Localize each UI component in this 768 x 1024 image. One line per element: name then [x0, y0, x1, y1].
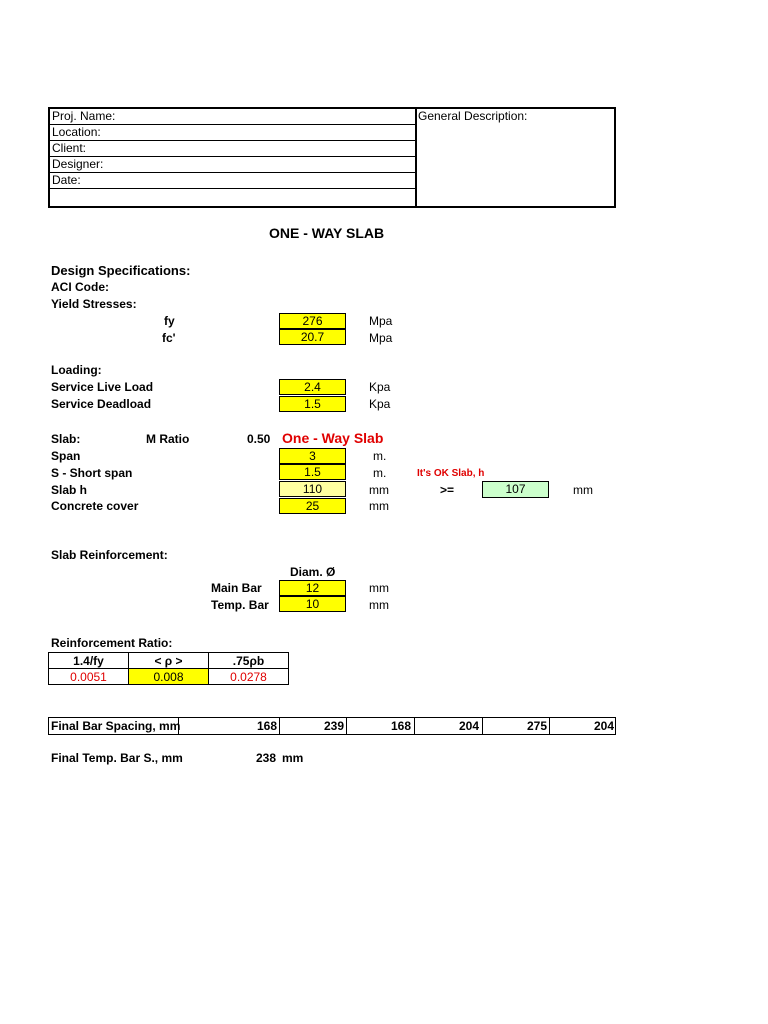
- bar-spacing-value: 239: [323, 719, 344, 733]
- fy-label: fy: [164, 314, 175, 328]
- slab-h-min-unit: mm: [573, 483, 593, 497]
- temp-bar-input[interactable]: 10: [279, 596, 346, 612]
- live-load-label: Service Live Load: [51, 380, 154, 394]
- design-specs-heading: Design Specifications:: [51, 263, 191, 278]
- cell-divider: [178, 718, 179, 734]
- short-span-label: S - Short span: [51, 466, 133, 480]
- span-input[interactable]: 3: [279, 448, 346, 464]
- blank-cell[interactable]: [50, 189, 415, 205]
- dead-load-label: Service Deadload: [51, 397, 152, 411]
- client-cell[interactable]: Client:: [50, 141, 415, 157]
- loading-heading: Loading:: [51, 363, 102, 377]
- final-temp-unit: mm: [282, 751, 304, 765]
- rho-max-value: 0.0278: [209, 669, 289, 685]
- slab-h-label: Slab h: [51, 483, 88, 497]
- general-description-cell[interactable]: General Description:: [418, 109, 528, 123]
- final-temp-label: Final Temp. Bar S., mm: [51, 751, 183, 765]
- concrete-cover-label: Concrete cover: [51, 499, 139, 513]
- ratio-header-cell: 1.4/fy: [49, 653, 129, 669]
- diameter-header: Diam. Ø: [290, 565, 336, 579]
- reinforcement-heading: Slab Reinforcement:: [51, 548, 168, 562]
- slab-label: Slab:: [51, 432, 81, 446]
- m-ratio-value: 0.50: [247, 432, 271, 446]
- yield-stresses-label: Yield Stresses:: [51, 297, 137, 311]
- project-info-box: [48, 107, 616, 208]
- location-cell[interactable]: Location:: [50, 125, 415, 141]
- concrete-cover-input[interactable]: 25: [279, 498, 346, 514]
- main-bar-label: Main Bar: [211, 581, 262, 595]
- slab-h-min-value: 107: [482, 481, 549, 498]
- dead-load-input[interactable]: 1.5: [279, 396, 346, 412]
- fc-label: fc': [162, 331, 176, 345]
- ratio-header-cell: .75ρb: [209, 653, 289, 669]
- final-bar-spacing-row: [48, 717, 616, 735]
- dead-load-unit: Kpa: [369, 397, 391, 411]
- span-label: Span: [51, 449, 81, 463]
- final-bar-spacing-label: Final Bar Spacing, mm: [51, 719, 181, 733]
- short-span-unit: m.: [373, 466, 387, 480]
- m-ratio-label: M Ratio: [146, 432, 190, 446]
- rho-min-value: 0.0051: [49, 669, 129, 685]
- ratio-value-row: [49, 669, 289, 685]
- final-temp-value: 238: [256, 751, 277, 765]
- designer-cell[interactable]: Designer:: [50, 157, 415, 173]
- fc-unit: Mpa: [369, 331, 393, 345]
- slab-h-unit: mm: [369, 483, 389, 497]
- temp-bar-unit: mm: [369, 598, 389, 612]
- span-unit: m.: [373, 449, 387, 463]
- slab-h-input[interactable]: 110: [279, 481, 346, 497]
- aci-code-label: ACI Code:: [51, 280, 109, 294]
- bar-spacing-value: 275: [526, 719, 547, 733]
- page-title: ONE - WAY SLAB: [269, 225, 385, 241]
- short-span-input[interactable]: 1.5: [279, 464, 346, 480]
- ratio-header-row: [49, 653, 289, 669]
- bar-spacing-value: 204: [458, 719, 479, 733]
- ge-symbol: >=: [440, 483, 455, 497]
- bar-spacing-value: 168: [256, 719, 277, 733]
- live-load-input[interactable]: 2.4: [279, 379, 346, 395]
- main-bar-unit: mm: [369, 581, 389, 595]
- proj-name-cell[interactable]: Proj. Name:: [50, 109, 415, 125]
- fy-input[interactable]: 276: [279, 313, 346, 329]
- slab-type-label: One - Way Slab: [282, 430, 384, 446]
- date-cell[interactable]: Date:: [50, 173, 415, 189]
- ratio-header-cell: < ρ >: [129, 653, 209, 669]
- fy-unit: Mpa: [369, 314, 393, 328]
- live-load-unit: Kpa: [369, 380, 391, 394]
- ratio-heading: Reinforcement Ratio:: [51, 636, 173, 650]
- temp-bar-label: Temp. Bar: [211, 598, 269, 612]
- bar-spacing-value: 168: [390, 719, 411, 733]
- fc-input[interactable]: 20.7: [279, 329, 346, 345]
- header-divider: [415, 109, 417, 206]
- main-bar-input[interactable]: 12: [279, 580, 346, 596]
- slab-ok-message: It's OK Slab, h: [417, 468, 485, 479]
- concrete-cover-unit: mm: [369, 499, 389, 513]
- rho-input[interactable]: 0.008: [129, 669, 209, 685]
- ratio-table: [48, 652, 289, 685]
- bar-spacing-value: 204: [593, 719, 614, 733]
